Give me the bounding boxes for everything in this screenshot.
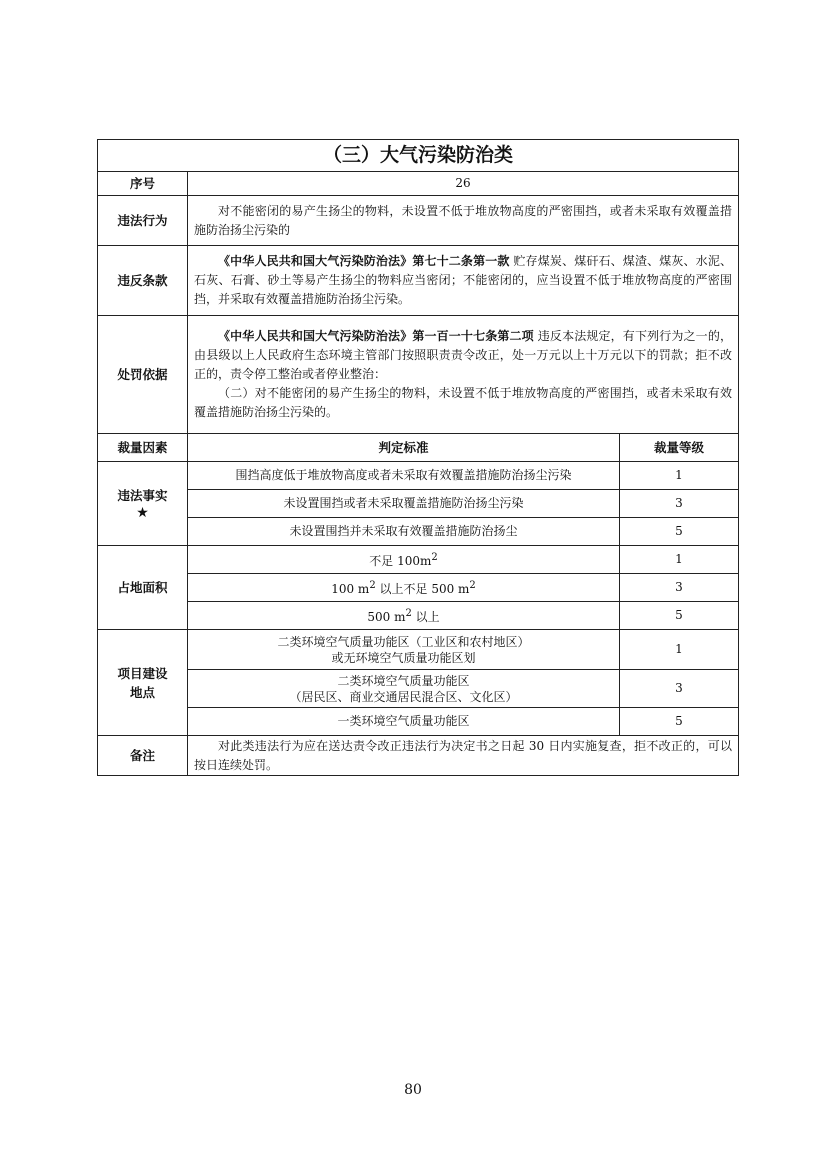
location-label-cell bbox=[98, 630, 188, 736]
serial-value: 26 bbox=[188, 172, 739, 196]
area-criteria bbox=[188, 574, 620, 602]
note-text: 对此类违法行为应在送达责令改正违法行为决定书之日起 30 日内实施复查，拒不改正的，可以按日连续处罚。 bbox=[194, 738, 732, 772]
area-text: 500 m bbox=[367, 610, 406, 624]
serial-row bbox=[98, 172, 739, 196]
page-number: 80 bbox=[404, 1082, 422, 1098]
discretion-table bbox=[97, 139, 739, 776]
clause-paragraph bbox=[194, 252, 732, 309]
note-row bbox=[98, 736, 739, 776]
table-row bbox=[98, 602, 739, 630]
violation-text: 对不能密闭的易产生扬尘的物料，未设置不低于堆放物高度的严密围挡，或者未采取有效覆盖措施防治扬尘污染的 bbox=[194, 203, 732, 237]
area-text: 不足 100m bbox=[369, 554, 432, 568]
star-icon: ★ bbox=[136, 505, 149, 521]
violation-label: 违法行为 bbox=[98, 196, 188, 246]
table-row bbox=[98, 630, 739, 670]
location-level: 1 bbox=[620, 630, 739, 670]
table-row bbox=[98, 462, 739, 490]
clause-text: 贮存煤炭、煤矸石、煤渣、煤灰、水泥、石灰、石膏、砂土等易产生扬尘的物料应当密闭；不能密闭的，应当设置不低于堆放物高度的严密围挡，并采取有效覆盖措施防治扬尘污染。 bbox=[194, 254, 732, 306]
fact-level: 1 bbox=[620, 462, 739, 490]
fact-criteria: 围挡高度低于堆放物高度或者未采取有效覆盖措施防治扬尘污染 bbox=[188, 462, 620, 490]
clause-reference: 《中华人民共和国大气污染防治法》第七十二条第一款 bbox=[218, 254, 510, 268]
location-label-line1: 项目建设 bbox=[117, 665, 168, 681]
penalty-paragraph bbox=[194, 327, 732, 384]
location-line: 或无环境空气质量功能区划 bbox=[331, 650, 476, 665]
area-level: 3 bbox=[620, 574, 739, 602]
fact-level: 5 bbox=[620, 518, 739, 546]
fact-label-cell bbox=[98, 462, 188, 546]
criteria-header: 判定标准 bbox=[188, 434, 620, 462]
penalty-text: 违反本法规定，有下列行为之一的，由县级以上人民政府生态环境主管部门按照职责责令改正，处一万元以上十万元以下的罚款；拒不改正的，责令停工整治或者停业整治： bbox=[194, 329, 732, 381]
penalty-row bbox=[98, 316, 739, 434]
fact-level: 3 bbox=[620, 490, 739, 518]
factor-header: 裁量因素 bbox=[98, 434, 188, 462]
location-line: （居民区、商业交通居民混合区、文化区） bbox=[289, 689, 518, 704]
area-criteria bbox=[188, 602, 620, 630]
area-sup: 2 bbox=[469, 580, 476, 591]
location-criteria bbox=[188, 670, 620, 708]
fact-criteria: 未设置围挡并未采取有效覆盖措施防治扬尘 bbox=[188, 518, 620, 546]
clause-label: 违反条款 bbox=[98, 246, 188, 316]
clause-row bbox=[98, 246, 739, 316]
table-row bbox=[98, 546, 739, 574]
table-row bbox=[98, 670, 739, 708]
title-row bbox=[98, 140, 739, 172]
location-level: 5 bbox=[620, 708, 739, 736]
area-sup: 2 bbox=[369, 580, 376, 591]
penalty-cell bbox=[188, 316, 739, 434]
table-row bbox=[98, 518, 739, 546]
table-title: （三）大气污染防治类 bbox=[98, 140, 739, 172]
area-criteria bbox=[188, 546, 620, 574]
table-row bbox=[98, 574, 739, 602]
violation-row bbox=[98, 196, 739, 246]
factors-header-row bbox=[98, 434, 739, 462]
level-header: 裁量等级 bbox=[620, 434, 739, 462]
area-label: 占地面积 bbox=[98, 546, 188, 630]
clause-cell bbox=[188, 246, 739, 316]
table-row bbox=[98, 490, 739, 518]
serial-label: 序号 bbox=[98, 172, 188, 196]
penalty-label: 处罚依据 bbox=[98, 316, 188, 434]
location-label-line2: 地点 bbox=[129, 684, 155, 700]
area-text: 100 m bbox=[331, 582, 370, 596]
area-text: 以上不足 500 m bbox=[375, 582, 470, 596]
area-sup: 2 bbox=[405, 608, 412, 619]
location-line: 二类环境空气质量功能区（工业区和农村地区） bbox=[277, 634, 530, 649]
area-level: 1 bbox=[620, 546, 739, 574]
table-row bbox=[98, 708, 739, 736]
penalty-item: （二）对不能密闭的易产生扬尘的物料，未设置不低于堆放物高度的严密围挡，或者未采取有效覆盖措施防治扬尘污染的。 bbox=[194, 386, 732, 419]
location-level: 3 bbox=[620, 670, 739, 708]
area-level: 5 bbox=[620, 602, 739, 630]
fact-criteria: 未设置围挡或者未采取覆盖措施防治扬尘污染 bbox=[188, 490, 620, 518]
location-line: 二类环境空气质量功能区 bbox=[337, 673, 470, 688]
location-criteria bbox=[188, 630, 620, 670]
fact-label: 违法事实 bbox=[117, 488, 168, 503]
location-criteria: 一类环境空气质量功能区 bbox=[188, 708, 620, 736]
area-text: 以上 bbox=[411, 610, 440, 624]
note-label: 备注 bbox=[98, 736, 188, 776]
area-sup: 2 bbox=[431, 552, 438, 563]
note-cell bbox=[188, 736, 739, 776]
penalty-reference: 《中华人民共和国大气污染防治法》第一百一十七条第二项 bbox=[218, 329, 534, 343]
violation-cell bbox=[188, 196, 739, 246]
